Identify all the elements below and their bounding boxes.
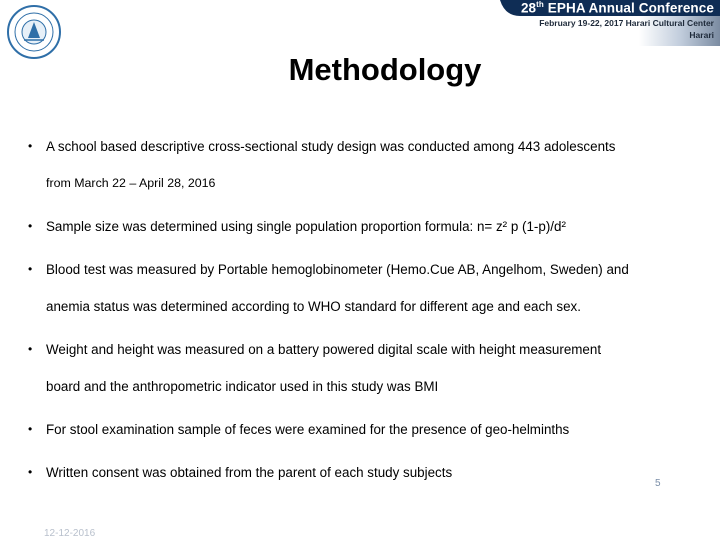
bullet-text-line: • Sample size was determined using single population proportion formula: n= z² p (1-p)/d²	[46, 219, 566, 234]
conference-title	[521, 0, 714, 16]
conference-name: EPHA Annual Conference	[543, 0, 714, 16]
slide-title: Methodology	[288, 52, 482, 87]
bullet-item	[26, 411, 706, 448]
page-number: 5	[655, 478, 661, 489]
bullet-text-line: • For stool examination sample of feces were examined for the presence of geo-helminths	[46, 422, 570, 437]
conference-city: Harari	[689, 30, 714, 40]
bullet-text-line: board and the anthropometric indicator used in this study was BMI	[46, 379, 439, 394]
bullet-item	[26, 331, 706, 405]
bullet-text-line: • Weight and height was measured on a battery powered digital scale with height measurement	[46, 342, 602, 357]
bullet-item	[26, 128, 706, 202]
bullet-text-line: from March 22 – April 28, 2016	[46, 176, 216, 190]
conference-dates-venue: February 19-22, 2017 Harari Cultural Center	[539, 18, 714, 28]
bullet-item	[26, 454, 706, 491]
slide-date: 12-12-2016	[44, 528, 96, 539]
bullet-list	[26, 128, 706, 491]
bullet-text-line: • Written consent was obtained from the parent of each study subjects	[46, 465, 453, 480]
conference-ordinal: th	[536, 0, 544, 9]
bullet-text-line: • Blood test was measured by Portable hemoglobinometer (Hemo.Cue AB, Angelhom, Sweden) and	[46, 262, 629, 277]
conference-number: 28	[520, 0, 537, 16]
bullet-text-line: anemia status was determined according to WHO standard for different age and each sex.	[46, 299, 581, 314]
bullet-item	[26, 208, 706, 245]
bullet-item	[26, 251, 706, 325]
bullet-text-line: • A school based descriptive cross-sectional study design was conducted among 443 adolescents	[46, 139, 616, 154]
